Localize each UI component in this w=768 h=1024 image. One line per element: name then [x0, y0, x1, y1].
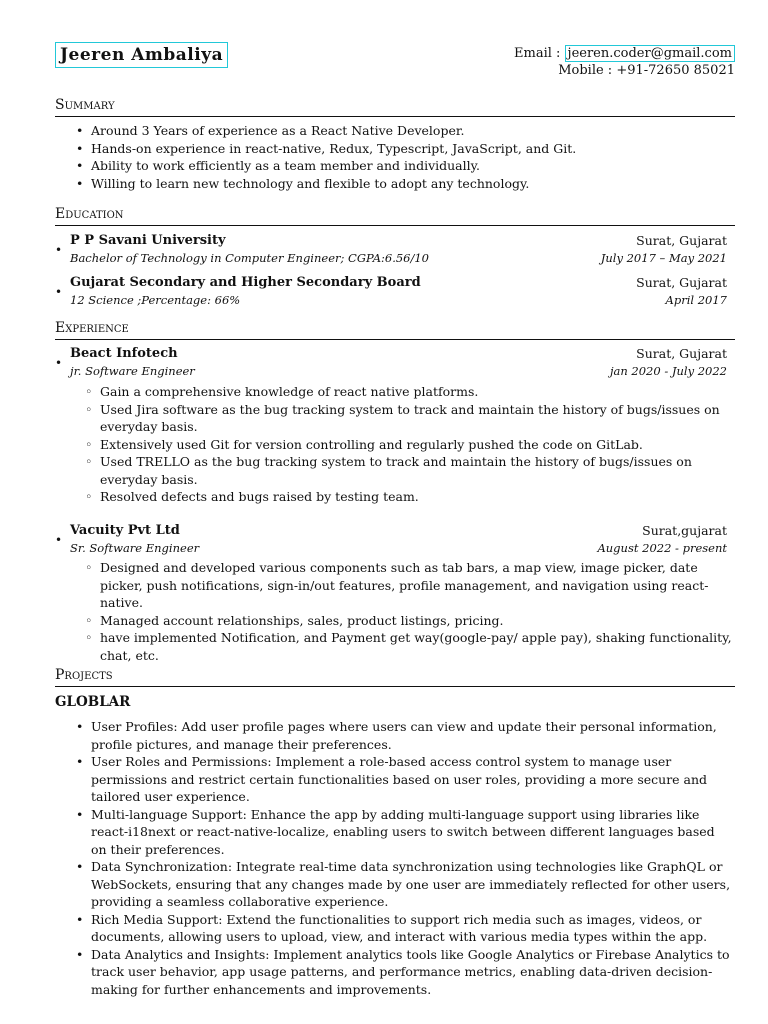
- bullet-icon: •: [55, 356, 63, 370]
- company-name: Beact Infotech: [70, 346, 178, 361]
- bullet-icon: •: [55, 533, 63, 547]
- experience-points: [85, 383, 735, 506]
- institution-location: Surat, Gujarat: [636, 275, 727, 290]
- mobile-line: [514, 62, 735, 79]
- mobile-number: +91-72650 85021: [616, 63, 735, 78]
- job-date: jan 2020 - July 2022: [609, 364, 727, 378]
- experience-entry: [55, 521, 727, 557]
- education-date: July 2017 – May 2021: [600, 251, 727, 265]
- company-location: Surat, Gujarat: [636, 346, 727, 361]
- list-item: ◦ Used Jira software as the bug tracking system to track and maintain the history of bugs/issues on everyday basis.: [85, 401, 735, 436]
- project-name: GLOBLAR: [55, 694, 131, 710]
- email-line: [514, 45, 735, 62]
- projects-heading: Projects: [55, 666, 735, 687]
- email-link[interactable]: jeeren.coder@gmail.com: [565, 45, 735, 62]
- education-heading: Education: [55, 205, 735, 226]
- education-entry: [55, 231, 727, 267]
- list-item: ◦ have implemented Notification, and Payment get way(google-pay/ apple pay), shaking functionality, chat, etc.: [85, 629, 735, 664]
- bullet-icon: •: [55, 243, 63, 257]
- institution-name: P P Savani University: [70, 233, 226, 248]
- list-item: • Multi-language Support: Enhance the app by adding multi-language support using libraries like react-i18next or react-native-localize, enabling users to switch between different languages based on their preferences.: [76, 806, 734, 859]
- list-item: • Hands-on experience in react-native, Redux, Typescript, JavaScript, and Git.: [76, 140, 734, 158]
- degree-text: 12 Science ;Percentage: 66%: [70, 293, 241, 307]
- list-item: ◦ Managed account relationships, sales, product listings, pricing.: [85, 612, 735, 630]
- bullet-icon: •: [55, 285, 63, 299]
- list-item: • User Profiles: Add user profile pages where users can view and update their personal information, profile pictures, and manage their preferences.: [76, 718, 734, 753]
- project-features: [76, 718, 734, 998]
- list-item: • Data Synchronization: Integrate real-time data synchronization using technologies like GraphQL or WebSockets, ensuring that any changes made by one user are immediately reflected for other users, providing a seamless collaborative experience.: [76, 858, 734, 911]
- list-item: • Willing to learn new technology and flexible to adopt any technology.: [76, 175, 734, 193]
- list-item: • Ability to work efficiently as a team member and individually.: [76, 157, 734, 175]
- list-item: ◦ Used TRELLO as the bug tracking system to track and maintain the history of bugs/issues on everyday basis.: [85, 453, 735, 488]
- education-entry: [55, 273, 727, 309]
- experience-entry: [55, 344, 727, 380]
- list-item: ◦ Extensively used Git for version controlling and regularly pushed the code on GitLab.: [85, 436, 735, 454]
- job-role: Sr. Software Engineer: [70, 541, 200, 555]
- education-date: April 2017: [665, 293, 727, 307]
- institution-location: Surat, Gujarat: [636, 233, 727, 248]
- email-label: Email :: [514, 46, 565, 61]
- summary-heading: Summary: [55, 96, 735, 117]
- list-item: • Data Analytics and Insights: Implement analytics tools like Google Analytics or Firebase Analytics to track user behavior, app usage patterns, and performance metrics, enabling data-driven decision-making for further enhancements and improvements.: [76, 946, 734, 999]
- experience-heading: Experience: [55, 319, 735, 340]
- mobile-label: Mobile :: [558, 63, 617, 78]
- list-item: • Rich Media Support: Extend the functionalities to support rich media such as images, videos, or documents, allowing users to upload, view, and interact with various media types within the app.: [76, 911, 734, 946]
- company-name: Vacuity Pvt Ltd: [70, 523, 180, 538]
- degree-text: Bachelor of Technology in Computer Engineer; CGPA:6.56/10: [70, 251, 429, 265]
- list-item: • Around 3 Years of experience as a React Native Developer.: [76, 122, 734, 140]
- company-location: Surat,gujarat: [642, 523, 727, 538]
- list-item: • User Roles and Permissions: Implement a role-based access control system to manage user permissions and restrict certain functionalities based on user roles, providing a more secure and tailored user experience.: [76, 753, 734, 806]
- list-item: ◦ Resolved defects and bugs raised by testing team.: [85, 488, 735, 506]
- list-item: ◦ Designed and developed various components such as tab bars, a map view, image picker, date picker, push notifications, sign-in/out features, profile management, and navigation using react-native.: [85, 559, 735, 612]
- experience-points: [85, 559, 735, 664]
- summary-list: [76, 122, 734, 192]
- contact-block: [514, 45, 735, 79]
- institution-name: Gujarat Secondary and Higher Secondary Board: [70, 275, 421, 290]
- job-date: August 2022 - present: [597, 541, 727, 555]
- candidate-name: Jeeren Ambaliya: [55, 42, 228, 68]
- list-item: ◦ Gain a comprehensive knowledge of react native platforms.: [85, 383, 735, 401]
- job-role: jr. Software Engineer: [70, 364, 195, 378]
